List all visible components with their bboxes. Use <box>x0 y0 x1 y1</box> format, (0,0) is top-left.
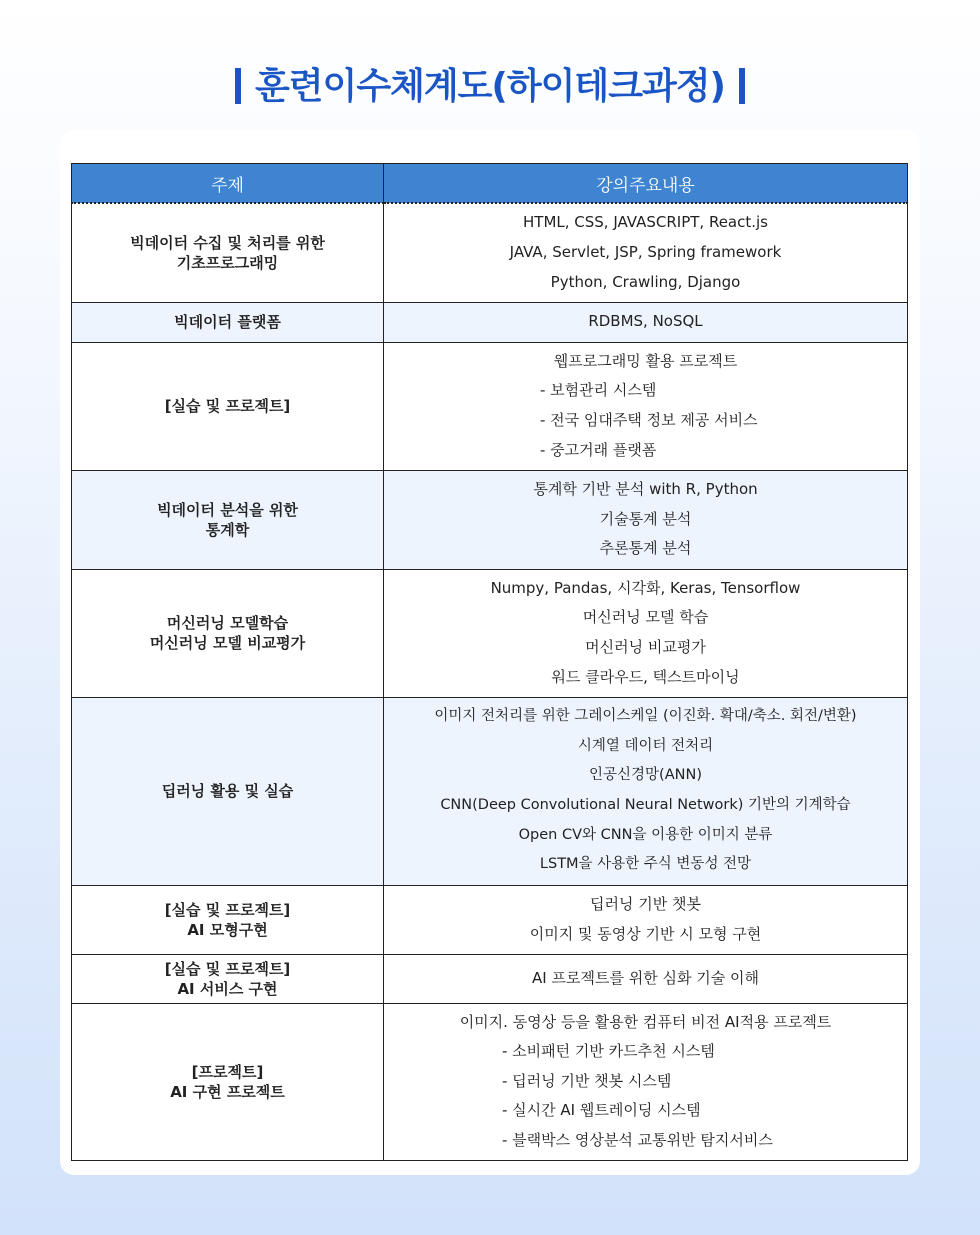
curriculum-table <box>71 163 908 1161</box>
table-row <box>72 302 908 342</box>
table-row <box>72 697 908 885</box>
content-line: Python, Crawling, Django <box>550 272 741 291</box>
topic-cell <box>72 470 384 569</box>
content-line: LSTM을 사용한 주식 변동성 전망 <box>539 856 752 873</box>
content-line: 추론통계 분석 <box>599 539 692 558</box>
table-row <box>72 569 908 697</box>
content-line: RDBMS, NoSQL <box>588 312 703 331</box>
content-cell <box>384 954 908 1003</box>
topic-cell <box>72 342 384 470</box>
content-cell <box>384 203 908 302</box>
topic-line: [프로젝트] <box>191 1062 264 1081</box>
table-header-row <box>72 164 908 204</box>
table-row <box>72 954 908 1003</box>
content-line: Open CV와 CNN을 이용한 이미지 분류 <box>518 826 773 843</box>
topic-line: [실습 및 프로젝트] <box>164 900 291 919</box>
topic-cell <box>72 569 384 697</box>
topic-line: 딥러닝 활용 및 실습 <box>161 782 294 800</box>
title-bar-right <box>739 68 745 104</box>
topic-cell <box>72 885 384 954</box>
content-cell <box>384 470 908 569</box>
header-topic: 주제 <box>72 164 384 204</box>
content-line: HTML, CSS, JAVASCRIPT, React.js <box>523 213 768 232</box>
topic-line: 기초프로그래밍 <box>176 253 279 272</box>
topic-line: 머신러닝 모델학습 <box>166 614 289 632</box>
table-row <box>72 470 908 569</box>
topic-line: AI 모형구현 <box>187 920 268 939</box>
content-line: 시계열 데이터 전처리 <box>577 737 714 754</box>
content-line: - 보험관리 시스템 <box>540 381 657 400</box>
topic-line: [실습 및 프로젝트] <box>164 959 291 978</box>
content-line: - 실시간 AI 웹트레이딩 시스템 <box>502 1101 701 1120</box>
content-line: 머신러닝 비교평가 <box>585 638 706 656</box>
content-line: 통계학 기반 분석 with R, Python <box>533 480 758 499</box>
table-row <box>72 342 908 470</box>
content-cell <box>384 885 908 954</box>
topic-cell <box>72 954 384 1003</box>
topic-cell <box>72 1003 384 1160</box>
content-cell <box>384 302 908 342</box>
content-line: - 소비패턴 기반 카드추천 시스템 <box>502 1042 715 1061</box>
content-line: 기술통계 분석 <box>599 509 692 528</box>
content-cell <box>384 697 908 885</box>
page-title <box>0 58 980 109</box>
title-text: 훈련이수체계도(하이테크과정) <box>255 66 725 107</box>
table-row <box>72 1003 908 1160</box>
topic-line: 머신러닝 모델 비교평가 <box>149 634 306 652</box>
content-cell <box>384 569 908 697</box>
content-line: 머신러닝 모델 학습 <box>582 608 709 627</box>
content-line: AI 프로젝트를 위한 심화 기술 이해 <box>532 968 759 987</box>
topic-cell <box>72 302 384 342</box>
topic-cell <box>72 697 384 885</box>
content-line: 이미지 및 동영상 기반 시 모형 구현 <box>529 924 762 943</box>
topic-line: 통계학 <box>205 520 250 539</box>
content-line: 이미지. 동영상 등을 활용한 컴퓨터 비전 AI적용 프로젝트 <box>459 1012 832 1031</box>
content-line: 웹프로그래밍 활용 프로젝트 <box>553 351 738 370</box>
topic-line: 빅데이터 분석을 위한 <box>157 500 298 519</box>
content-line: - 전국 임대주택 정보 제공 서비스 <box>540 411 758 429</box>
topic-line: 빅데이터 플랫폼 <box>174 313 281 331</box>
table-row <box>72 203 908 302</box>
content-line: Numpy, Pandas, 시각화, Keras, Tensorflow <box>490 578 801 597</box>
content-line: - 딥러닝 기반 챗봇 시스템 <box>502 1071 672 1090</box>
content-line: CNN(Deep Convolutional Neural Network) 기반의 기계학습 <box>440 797 851 813</box>
content-line: 이미지 전처리를 위한 그레이스케일 (이진화. 확대/축소. 회전/변환) <box>434 708 857 725</box>
topic-line: AI 구현 프로젝트 <box>170 1082 285 1101</box>
header-content: 강의주요내용 <box>384 164 908 204</box>
topic-line: [실습 및 프로젝트] <box>164 397 291 415</box>
content-line: - 중고거래 플랫폼 <box>540 440 657 459</box>
content-cell <box>384 342 908 470</box>
content-line: 인공신경망(ANN) <box>589 767 702 784</box>
content-line: - 블랙박스 영상분석 교통위반 탐지서비스 <box>502 1130 773 1149</box>
title-bar-left <box>235 68 241 104</box>
topic-line: AI 서비스 구현 <box>177 979 278 998</box>
content-line: JAVA, Servlet, JSP, Spring framework <box>509 242 782 261</box>
topic-line: 빅데이터 수집 및 처리를 위한 <box>130 233 325 252</box>
content-line: 딥러닝 기반 챗봇 <box>590 894 701 913</box>
content-cell <box>384 1003 908 1160</box>
topic-cell <box>72 203 384 302</box>
content-line: 워드 클라우드, 텍스트마이닝 <box>551 667 740 686</box>
table-row <box>72 885 908 954</box>
